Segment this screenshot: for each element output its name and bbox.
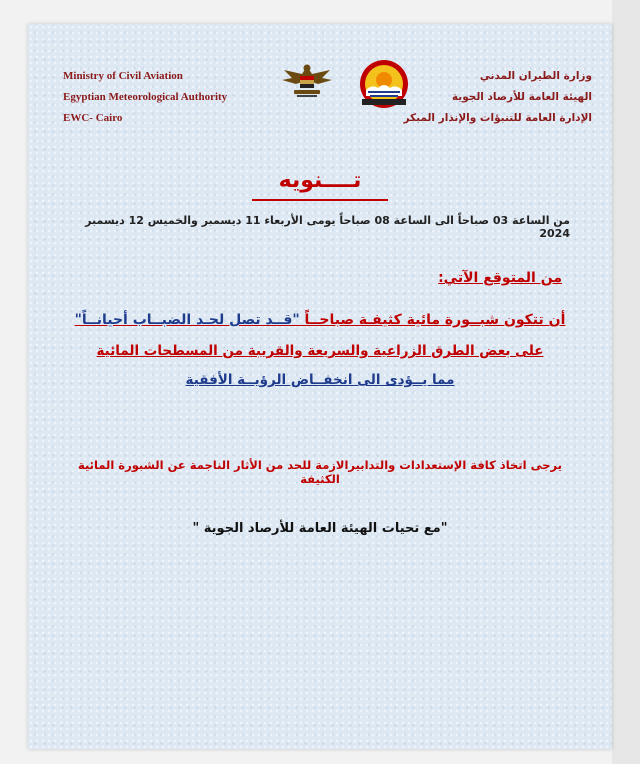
header-ministry: Ministry of Civil Aviation [63,70,183,82]
forecast-line-3: مما يــؤدى الى انخفــاض الرؤيــة الأفقية [185,372,455,388]
precautions-request: يرجى اتخاذ كافة الإستعدادات والتدابيرالازمة للحد من الأثار الناجمة عن الشبورة المائية الكثيفة [78,458,562,486]
header-center-ar: الإدارة العامة للتنبؤات والإنذار المبكر [403,112,592,124]
closing-regards: "مع تحيات الهيئة العامة للأرصاد الجوية " [192,521,448,536]
page-edge [612,0,640,764]
expected-label: من المتوقع الآتي: [438,270,562,286]
validity-period: من الساعة 03 صباحاً الى الساعة 08 صباحاً يومى الأربعاء 11 ديسمبر والخميس 12 ديسمبر 2024 [85,214,570,240]
forecast-fog-quote: "قــد تصل لحـد الضبــاب أحيانــاً" [74,312,300,328]
title-underline [252,199,388,201]
header-center: EWC- Cairo [63,112,123,124]
header-authority: Egyptian Meteorological Authority [63,91,228,103]
forecast-line-2: على بعض الطرق الزراعية والسريعة والقريبة من المسطحات المائية [96,343,544,359]
forecast-fog-text: أن تتكون شبــورة مائية كثيفـة صباحــاً [299,312,566,328]
header-ministry-ar: وزارة الطيران المدني [479,70,592,82]
eagle-emblem-icon [278,60,336,100]
header-authority-ar: الهيئة العامة للأرصاد الجوية [451,91,592,103]
header-arabic [392,66,592,129]
forecast-line-1 [60,312,580,328]
header-english [63,66,293,129]
notice-title: تــــنويه [278,168,362,193]
